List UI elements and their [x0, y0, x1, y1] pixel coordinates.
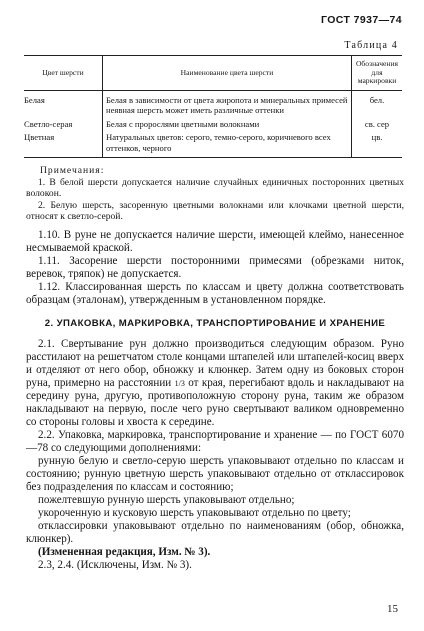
table-header-row: [24, 56, 402, 91]
section-2-title: 2. УПАКОВКА, МАРКИРОВКА, ТРАНСПОРТИРОВАНИЕ И ХРАНЕНИЕ: [44, 317, 386, 329]
list-item: отклассировки упаковывают отдельно по наименованиям (обор, обножка, клюнкер).: [26, 519, 404, 545]
paragraph-1-10: 1.10. В руне не допускается наличие шерсти, имеющей клеймо, нанесенное несмываемой краской.: [26, 228, 404, 254]
edition-note: (Измененная редакция, Изм. № 3).: [38, 545, 211, 558]
paragraph-2-2: 2.2. Упаковка, маркировка, транспортирование и хранение — по ГОСТ 6070—78 со следующими дополнениями:: [26, 428, 404, 454]
paragraph-1-11: 1.11. Засорение шерсти посторонними примесями (обрезками ниток, веревок, тряпок) не допускается.: [26, 254, 404, 280]
cell-color: Цветная: [24, 129, 103, 157]
cell-mark: цв.: [352, 129, 403, 157]
cell-mark: св. сер: [352, 116, 403, 129]
notes-title: Примечания:: [40, 165, 105, 176]
cell-description: Белая в зависимости от цвета жиропота и минеральных примесей неявная шерсть может иметь различные оттенки: [103, 91, 352, 116]
note-item: 1. В белой шерсти допускается наличие случайных единичных посторонних цветных волокон.: [26, 176, 404, 199]
table-row: [24, 116, 402, 129]
cell-description: Белая с пророслями цветными волокнами: [103, 116, 352, 129]
cell-color: Белая: [24, 95, 45, 105]
table-label: Таблица 4: [344, 40, 398, 51]
standard-header: ГОСТ 7937—74: [321, 14, 402, 26]
notes-block: [26, 165, 404, 223]
paragraph-2-3: 2.3, 2.4. (Исключены, Изм. № 3).: [38, 558, 192, 571]
document-body: [26, 163, 404, 572]
page-number: 15: [387, 603, 398, 615]
list-item: рунную белую и светло-серую шерсть упаковывают отдельно по классам и состоянию; рунную цветную шерсть упаковывают отдельно от отклассировок без подразделения по классам и состоянию;: [26, 454, 404, 493]
column-header-name: Наименование цвета шерсти: [103, 56, 352, 91]
list-item: укороченную и кусковую шерсть упаковывают отдельно по цвету;: [38, 506, 351, 519]
wool-color-table: [24, 55, 402, 158]
fraction-one-third: 1/3: [174, 378, 185, 388]
paragraph-1-12: 1.12. Классированная шерсть по классам и цвету должна соответствовать образцам (эталонам), утвержденным в установленном порядке.: [26, 280, 404, 306]
paragraph-2-1-part-a: 2.1. Свертывание рун должно производиться следующим образом. Руно расстилают на решетчатом столе концами штапелей или штапелей-косиц вверх и отделяют от него обор, обножку и клюнкер. Затем одну из боковых сторон руна, примерно на расстоянии: [26, 337, 404, 389]
cell-description: Натуральных цветов: серого, темно-серого, коричневого всех оттенков, черного: [103, 129, 352, 157]
table-row: [24, 91, 402, 116]
note-item: 2. Белую шерсть, засоренную цветными волокнами или клочками цветной шерсти, относят к светло-серой.: [26, 199, 404, 222]
paragraph-2-1: [26, 338, 404, 429]
cell-color: Светло-серая: [24, 118, 73, 129]
column-header-color: Цвет шерсти: [24, 56, 103, 91]
paragraph-2-1-part-b: от края, перегибают вдоль и накладывают на середину руна, другую, противоположную сторону руна, таким же образом накладывают на первую, после чего руно свертывают валиком одновременно со стороны головы и хвоста к середине.: [26, 376, 404, 428]
table-row: [24, 129, 402, 157]
cell-mark: бел.: [352, 91, 403, 116]
column-header-mark: Обозначения для маркировки: [352, 56, 403, 91]
list-item: пожелтевшую рунную шерсть упаковывают отдельно;: [38, 493, 295, 506]
